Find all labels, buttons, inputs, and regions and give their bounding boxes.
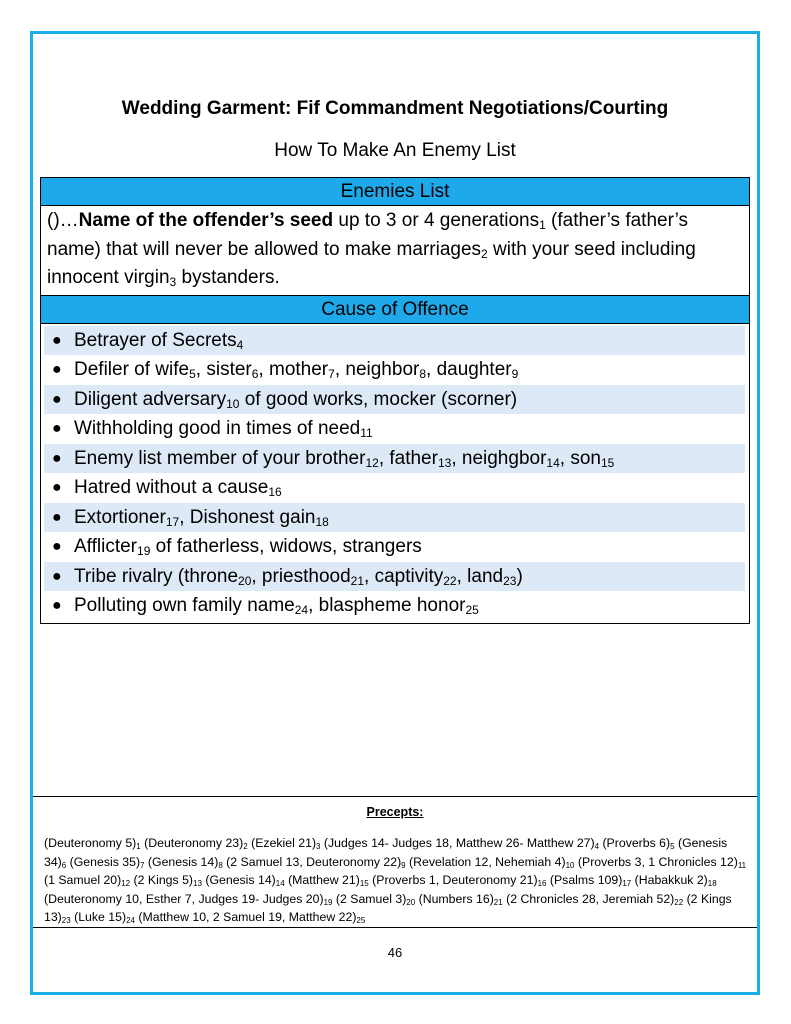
footnote-ref: 12	[121, 879, 131, 888]
desc-text: with your seed including innocent virgin	[47, 238, 696, 288]
bullet-icon: ●	[52, 508, 62, 526]
footer-divider	[33, 796, 757, 797]
footnote-ref: 1	[539, 218, 546, 232]
footnote-ref: 2	[481, 246, 488, 261]
cause-item	[44, 503, 745, 533]
footnote-ref: 10	[226, 396, 240, 411]
desc-prefix: ()…	[47, 210, 79, 231]
footnote-ref: 1	[136, 842, 141, 851]
text-run: Diligent adversary	[74, 388, 227, 410]
bullet-icon: ●	[52, 449, 62, 467]
enemies-list-header: Enemies List	[41, 178, 749, 206]
footnote-ref: 21	[493, 897, 503, 907]
text-run: Withholding good in times of need	[74, 418, 361, 439]
text-run: , daughter	[426, 359, 512, 380]
precepts-text	[44, 834, 751, 927]
desc-text: bystanders.	[176, 267, 280, 288]
text-run: (Matthew 21)	[284, 873, 360, 887]
text-run: Polluting own family name	[74, 595, 295, 616]
footnote-ref: 3	[316, 842, 321, 851]
footnote-ref: 16	[537, 879, 547, 888]
cause-item	[44, 355, 745, 385]
footnote-ref: 25	[356, 916, 366, 925]
text-run: (2 Kings 5)	[130, 873, 194, 887]
page-title: Wedding Garment: Fif Commandment Negotiations/Courting	[121, 98, 669, 119]
enemy-list-table	[40, 177, 750, 624]
text-run: (Proverbs 1, Deuteronomy 21)	[368, 873, 538, 887]
text-run: (Revelation 12, Nehemiah 4)	[405, 854, 566, 869]
text-run: )	[516, 565, 523, 587]
text-run: Afflicter	[74, 536, 138, 557]
text-run: (2 Chronicles 28, Jeremiah 52)	[502, 891, 675, 906]
bullet-icon: ●	[52, 597, 62, 614]
bullet-icon: ●	[52, 390, 62, 408]
page-frame	[30, 31, 760, 995]
text-run: , land	[456, 565, 504, 587]
text-run: (Ezekiel 21)	[247, 836, 317, 850]
text-run: (Luke 15)	[70, 910, 127, 924]
text-run: (Deuteronomy 5)	[44, 836, 137, 850]
text-run: Extortioner	[74, 506, 166, 528]
footnote-ref: 13	[437, 455, 452, 470]
footnote-ref: 3	[169, 275, 177, 289]
desc-text: up to 3 or 4 generations	[333, 210, 540, 231]
text-run: , Dishonest gain	[179, 506, 316, 528]
footnote-ref: 17	[622, 879, 632, 888]
text-run: Defiler of wife	[74, 359, 190, 380]
footnote-ref: 14	[275, 879, 285, 888]
text-run: (Proverbs 3, 1 Chronicles 12)	[574, 854, 738, 869]
cause-list	[41, 324, 749, 623]
footnote-ref: 5	[670, 842, 675, 851]
footnote-ref: 21	[350, 573, 365, 588]
footnote-ref: 8	[218, 860, 223, 870]
text-run: (Genesis 14)	[144, 854, 219, 869]
enemies-list-description	[41, 206, 749, 295]
footnote-ref: 17	[165, 514, 180, 529]
footnote-ref: 11	[360, 426, 373, 440]
footnote-ref: 4	[594, 842, 600, 851]
footnote-ref: 20	[238, 573, 252, 588]
footnote-ref: 24	[126, 916, 135, 925]
footnote-ref: 9	[511, 367, 519, 381]
text-run: , priesthood	[251, 565, 351, 587]
text-run: (Numbers 16)	[415, 891, 494, 906]
cause-item	[44, 444, 745, 474]
text-run: , blaspheme honor	[308, 595, 466, 616]
cause-item	[44, 385, 745, 415]
text-run: Tribe rivalry (throne	[74, 565, 239, 587]
bullet-icon: ●	[52, 479, 62, 496]
text-run: of good works, mocker (scorner)	[239, 388, 518, 410]
page-number: 46	[387, 945, 403, 960]
footnote-ref: 12	[365, 455, 379, 470]
footnote-ref: 5	[189, 367, 196, 381]
cause-item	[44, 532, 745, 562]
footnote-ref: 19	[137, 544, 151, 558]
text-run: (Habakkuk 2)	[631, 873, 708, 887]
footnote-ref: 23	[503, 573, 517, 588]
footnote-ref: 6	[251, 367, 259, 381]
footnote-ref: 11	[737, 860, 747, 870]
cause-item	[44, 326, 745, 356]
desc-text: (father’s father’s name) that will never be allowed to make marriages	[47, 210, 689, 260]
footnote-ref: 4	[236, 337, 244, 352]
footnote-ref: 13	[193, 879, 202, 888]
page-subtitle: How To Make An Enemy List	[274, 140, 516, 161]
footnote-ref: 15	[600, 455, 615, 470]
text-run: Hatred without a cause	[74, 477, 269, 498]
cause-item	[44, 473, 745, 503]
text-run: (2 Samuel 3)	[332, 891, 407, 906]
footnote-ref: 2	[243, 842, 248, 851]
footnote-ref: 22	[443, 573, 457, 588]
footnote-ref: 7	[140, 860, 145, 870]
cause-item	[44, 591, 745, 621]
footnote-ref: 18	[707, 879, 717, 888]
footnote-ref: 9	[401, 860, 406, 870]
text-run: of fatherless, widows, strangers	[150, 536, 422, 557]
text-run: (Deuteronomy 23)	[140, 836, 244, 850]
bullet-icon: ●	[52, 361, 62, 378]
text-run: (Deuteronomy 10, Esther 7, Judges 19- Judges 20)	[44, 891, 324, 906]
desc-bold: Name of the offender’s seed	[78, 210, 334, 231]
footnote-ref: 19	[323, 897, 333, 907]
text-run: (Genesis 35)	[66, 854, 141, 869]
text-run: , father	[378, 447, 438, 469]
footnote-ref: 6	[61, 860, 67, 870]
bullet-icon: ●	[52, 331, 62, 349]
footnote-ref: 22	[674, 897, 684, 907]
text-run: , neighbor	[334, 359, 420, 380]
text-run: Enemy list member of your brother	[74, 447, 366, 469]
text-run: , son	[559, 447, 601, 469]
footer-divider	[33, 927, 757, 928]
text-run: , captivity	[364, 565, 444, 587]
text-run: (2 Kings 13)	[44, 891, 732, 924]
footnote-ref: 7	[328, 367, 335, 381]
cause-item	[44, 562, 745, 592]
cause-item	[44, 414, 745, 444]
footnote-ref: 18	[315, 514, 329, 529]
text-run: (1 Samuel 20)	[44, 873, 122, 887]
footnote-ref: 8	[419, 367, 427, 381]
cause-of-offence-header: Cause of Offence	[41, 295, 749, 324]
footnote-ref: 23	[61, 916, 71, 925]
precepts-heading: Precepts:	[366, 805, 424, 819]
bullet-icon: ●	[52, 420, 62, 437]
text-run: (Genesis 14)	[201, 873, 276, 887]
footnote-ref: 25	[465, 603, 479, 617]
footnote-ref: 15	[359, 879, 369, 888]
text-run: (Judges 14- Judges 18, Matthew 26- Matthew 27)	[320, 836, 595, 850]
footnote-ref: 10	[565, 860, 575, 870]
text-run: (2 Samuel 13, Deuteronomy 22)	[222, 854, 402, 869]
text-run: Betrayer of Secrets	[74, 329, 237, 351]
text-run: , neighgbor	[451, 447, 547, 469]
bullet-icon: ●	[52, 567, 62, 585]
footnote-ref: 20	[406, 897, 416, 907]
text-run: , mother	[258, 359, 329, 380]
footnote-ref: 14	[546, 455, 560, 470]
footnote-ref: 16	[268, 485, 282, 499]
bullet-icon: ●	[52, 538, 62, 555]
text-run: (Proverbs 6)	[599, 836, 671, 850]
text-run: (Genesis 34)	[44, 836, 728, 869]
text-run: (Psalms 109)	[546, 873, 623, 887]
text-run: , sister	[195, 359, 252, 380]
footnote-ref: 24	[294, 603, 309, 617]
text-run: (Matthew 10, 2 Samuel 19, Matthew 22)	[134, 910, 357, 924]
